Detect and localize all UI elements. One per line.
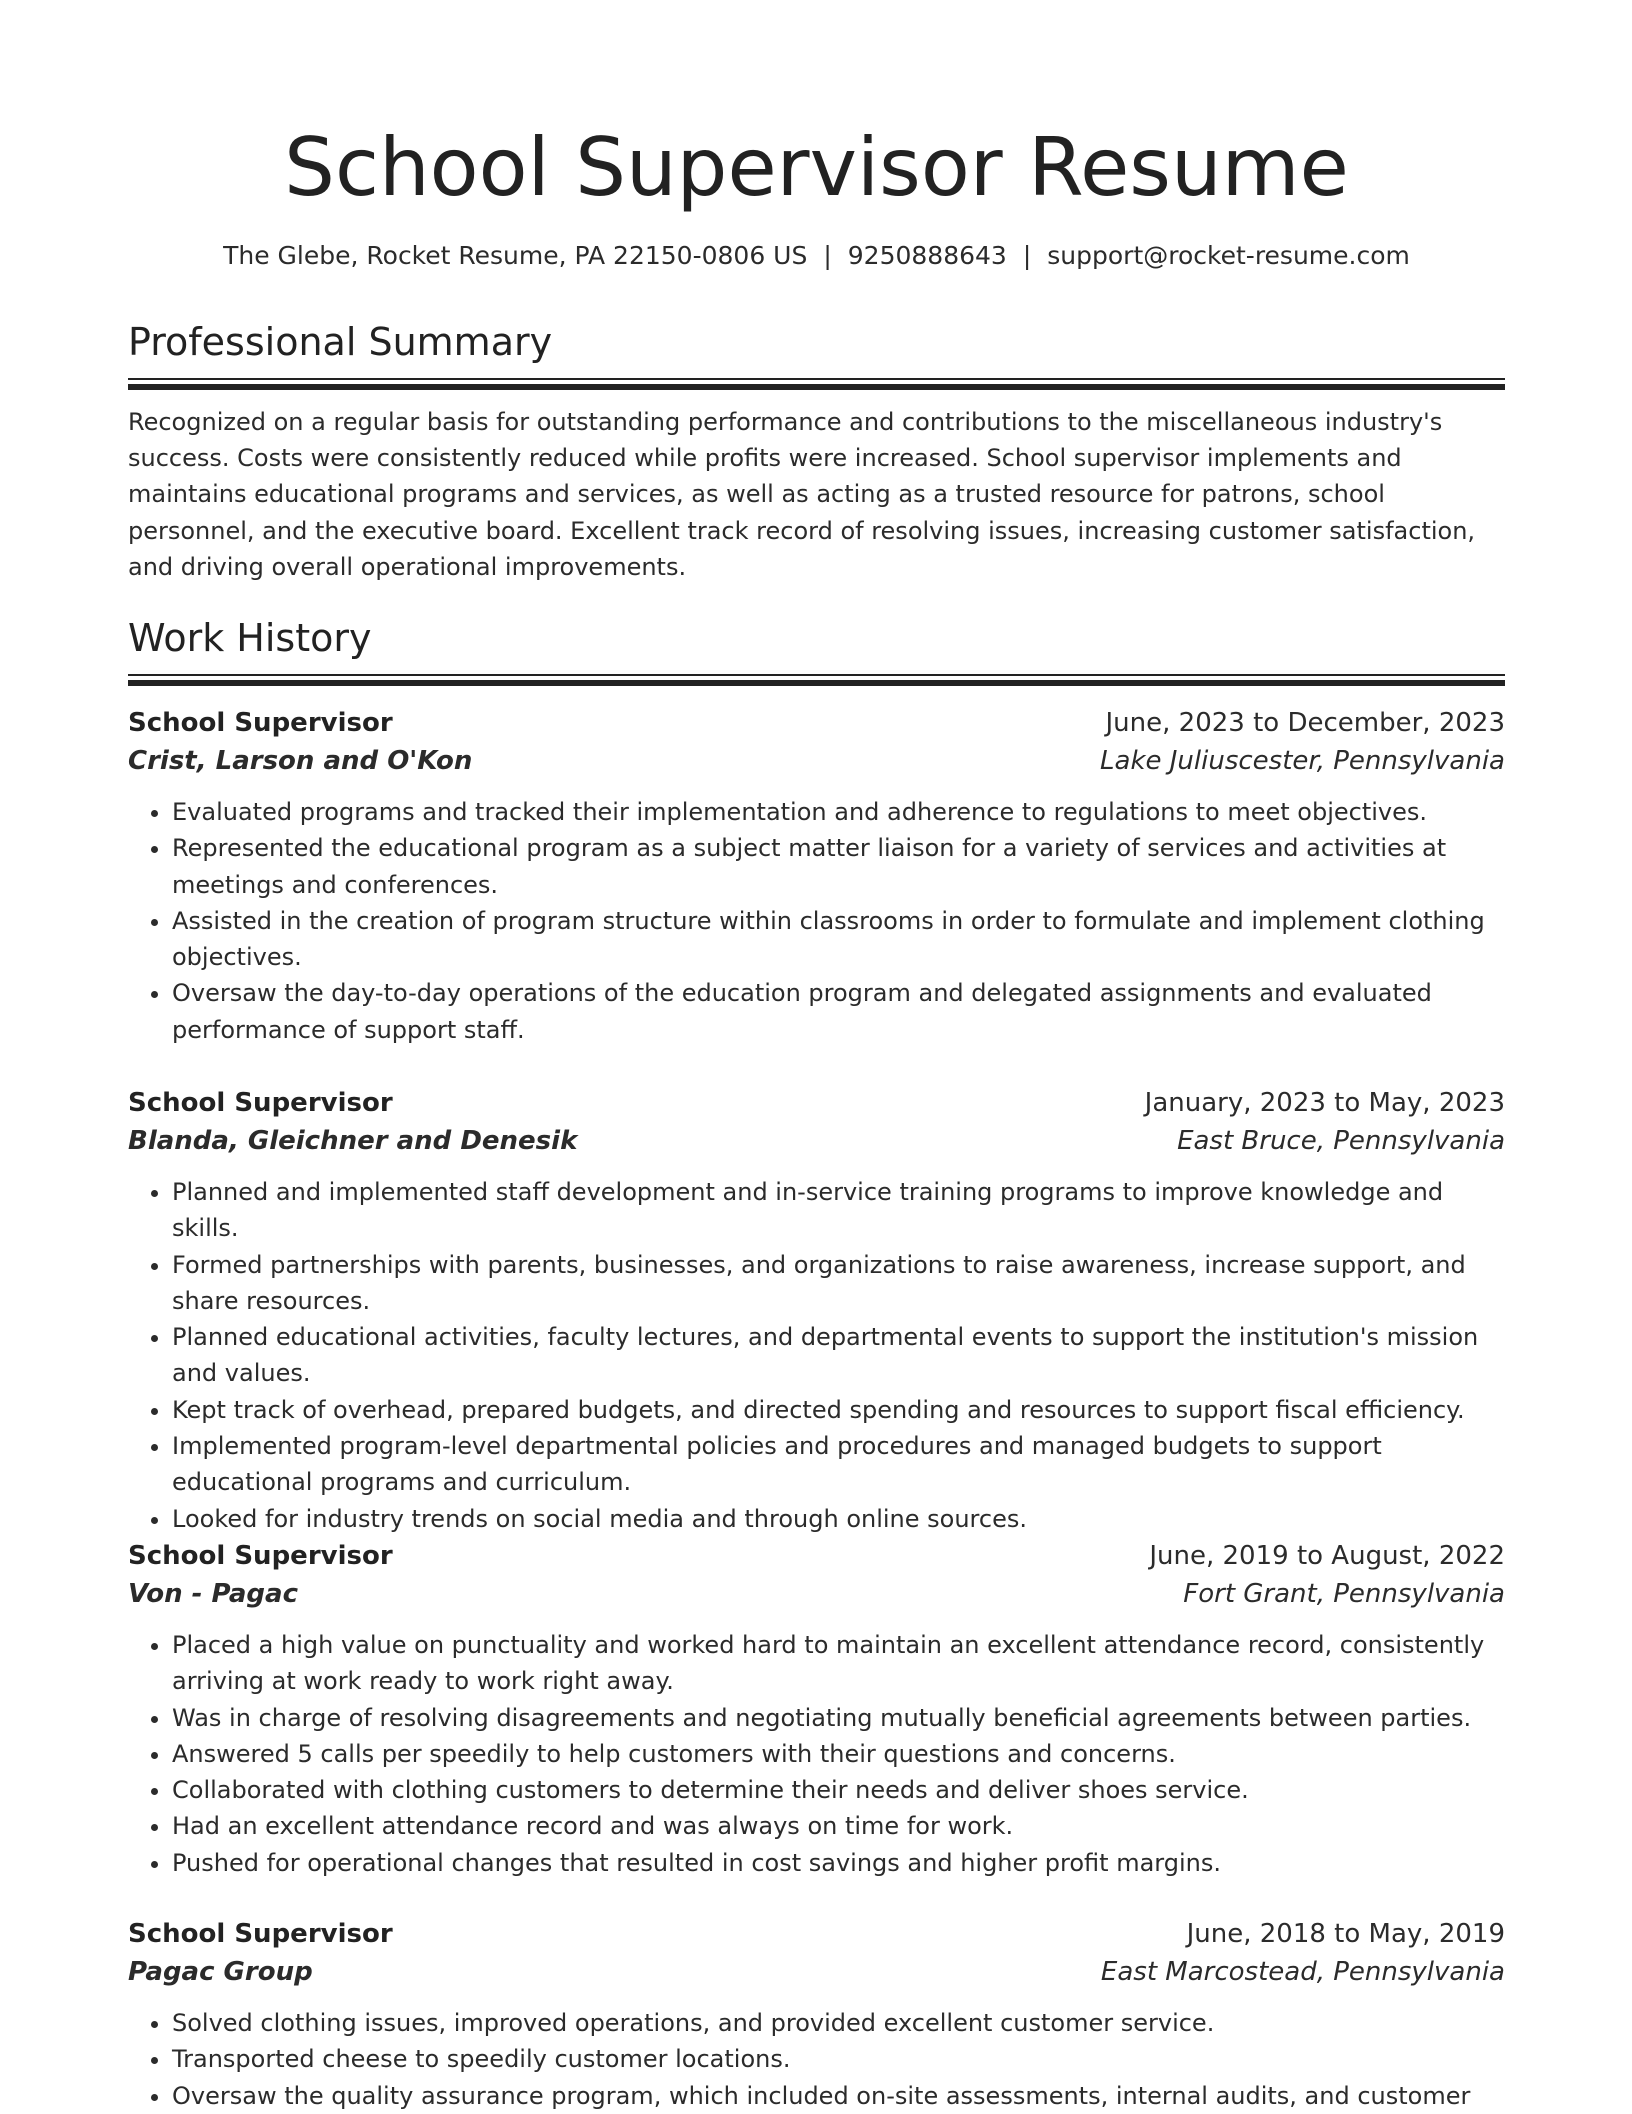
job-dates: June, 2019 to August, 2022 xyxy=(1149,1541,1505,1571)
summary-heading: Professional Summary xyxy=(128,320,553,364)
job-title: School Supervisor xyxy=(128,1088,393,1118)
job-title: School Supervisor xyxy=(128,1919,393,1949)
job-bullet: • Represented the educational program as a subject matter liaison for a variety of services and activities at meetings and conferences. xyxy=(172,830,1505,903)
job-location: Lake Juliuscester, Pennsylvania xyxy=(1100,746,1505,776)
job-bullet: • Transported cheese to speedily customer locations. xyxy=(172,2041,1505,2077)
work-history-heading: Work History xyxy=(128,616,372,660)
job-location: Fort Grant, Pennsylvania xyxy=(1183,1579,1505,1609)
job-entry xyxy=(128,1915,1505,2114)
job-header-row xyxy=(128,1084,1505,1122)
job-company: Von - Pagac xyxy=(128,1579,299,1609)
job-bullet: • Planned and implemented staff development and in-service training programs to improve knowledge and skills. xyxy=(172,1174,1505,1247)
contact-separator: | xyxy=(823,241,832,270)
job-bullet: • Looked for industry trends on social media and through online sources. xyxy=(172,1501,1505,1537)
job-bullet: • Had an excellent attendance record and was always on time for work. xyxy=(172,1808,1505,1844)
job-dates: June, 2018 to May, 2019 xyxy=(1186,1919,1505,1949)
job-company: Blanda, Gleichner and Denesik xyxy=(128,1126,578,1156)
job-company: Crist, Larson and O'Kon xyxy=(128,746,473,776)
job-entry xyxy=(128,704,1505,1048)
job-bullet: • Answered 5 calls per speedily to help customers with their questions and concerns. xyxy=(172,1736,1505,1772)
job-bullets xyxy=(128,2005,1505,2114)
contact-separator: | xyxy=(1022,241,1032,270)
job-bullet: • Oversaw the day-to-day operations of the education program and delegated assignments and evaluated performance of support staff. xyxy=(172,975,1505,1048)
job-location: East Marcostead, Pennsylvania xyxy=(1100,1957,1505,1987)
work-history-section xyxy=(128,614,1505,688)
job-title: School Supervisor xyxy=(128,708,393,738)
summary-text: Recognized on a regular basis for outstanding performance and contributions to the miscellaneous industry's success. Costs were consistently reduced while profits were increased. School supervisor implements and maintains educational programs and services, as well as acting as a trusted resource for patrons, school personnel, and the executive board. Excellent track record of resolving issues, increasing customer satisfaction, and driving overall operational improvements. xyxy=(128,408,1476,581)
job-bullet: • Solved clothing issues, improved operations, and provided excellent customer service. xyxy=(172,2005,1505,2041)
job-bullet: • Kept track of overhead, prepared budgets, and directed spending and resources to support fiscal efficiency. xyxy=(172,1392,1505,1428)
job-entry xyxy=(128,1084,1505,1537)
job-bullets xyxy=(128,1174,1505,1537)
job-bullet: • Assisted in the creation of program structure within classrooms in order to formulate and implement clothing objectives. xyxy=(172,903,1505,976)
job-header-row xyxy=(128,704,1505,742)
job-bullet: • Placed a high value on punctuality and worked hard to maintain an excellent attendance record, consistently arriving at work ready to work right away. xyxy=(172,1627,1505,1700)
job-title: School Supervisor xyxy=(128,1541,393,1571)
job-entry xyxy=(128,1537,1505,1881)
contact-line xyxy=(128,238,1505,274)
job-company: Pagac Group xyxy=(128,1957,313,1987)
resume-title: School Supervisor Resume xyxy=(284,121,1349,214)
job-company-row xyxy=(128,1575,1505,1613)
job-dates: January, 2023 to May, 2023 xyxy=(1144,1088,1505,1118)
section-divider xyxy=(128,378,1505,392)
job-header-row xyxy=(128,1915,1505,1953)
job-dates: June, 2023 to December, 2023 xyxy=(1105,708,1505,738)
job-bullet: • Evaluated programs and tracked their implementation and adherence to regulations to meet objectives. xyxy=(172,794,1505,830)
job-bullets xyxy=(128,1627,1505,1881)
summary-section xyxy=(128,318,1505,585)
job-company-row xyxy=(128,1122,1505,1160)
job-bullet: • Collaborated with clothing customers to determine their needs and deliver shoes service. xyxy=(172,1772,1505,1808)
job-bullet: • Oversaw the quality assurance program, which included on-site assessments, internal audits, and customer xyxy=(172,2078,1505,2114)
job-bullet: • Implemented program-level departmental policies and procedures and managed budgets to support educational programs and curriculum. xyxy=(172,1428,1505,1501)
job-company-row xyxy=(128,742,1505,780)
contact-email: support@rocket-resume.com xyxy=(1047,241,1410,270)
job-header-row xyxy=(128,1537,1505,1575)
job-bullet: • Was in charge of resolving disagreements and negotiating mutually beneficial agreements between parties. xyxy=(172,1700,1505,1736)
job-bullet: • Planned educational activities, faculty lectures, and departmental events to support the institution's mission and values. xyxy=(172,1319,1505,1392)
section-divider xyxy=(128,674,1505,688)
job-bullets xyxy=(128,794,1505,1048)
job-location: East Bruce, Pennsylvania xyxy=(1177,1126,1505,1156)
job-company-row xyxy=(128,1953,1505,1991)
contact-address: The Glebe, Rocket Resume, PA 22150-0806 US xyxy=(223,241,808,270)
contact-phone: 9250888643 xyxy=(847,241,1007,270)
job-bullet: • Pushed for operational changes that resulted in cost savings and higher profit margins. xyxy=(172,1845,1505,1881)
job-bullet: • Formed partnerships with parents, businesses, and organizations to raise awareness, increase support, and share resources. xyxy=(172,1247,1505,1320)
